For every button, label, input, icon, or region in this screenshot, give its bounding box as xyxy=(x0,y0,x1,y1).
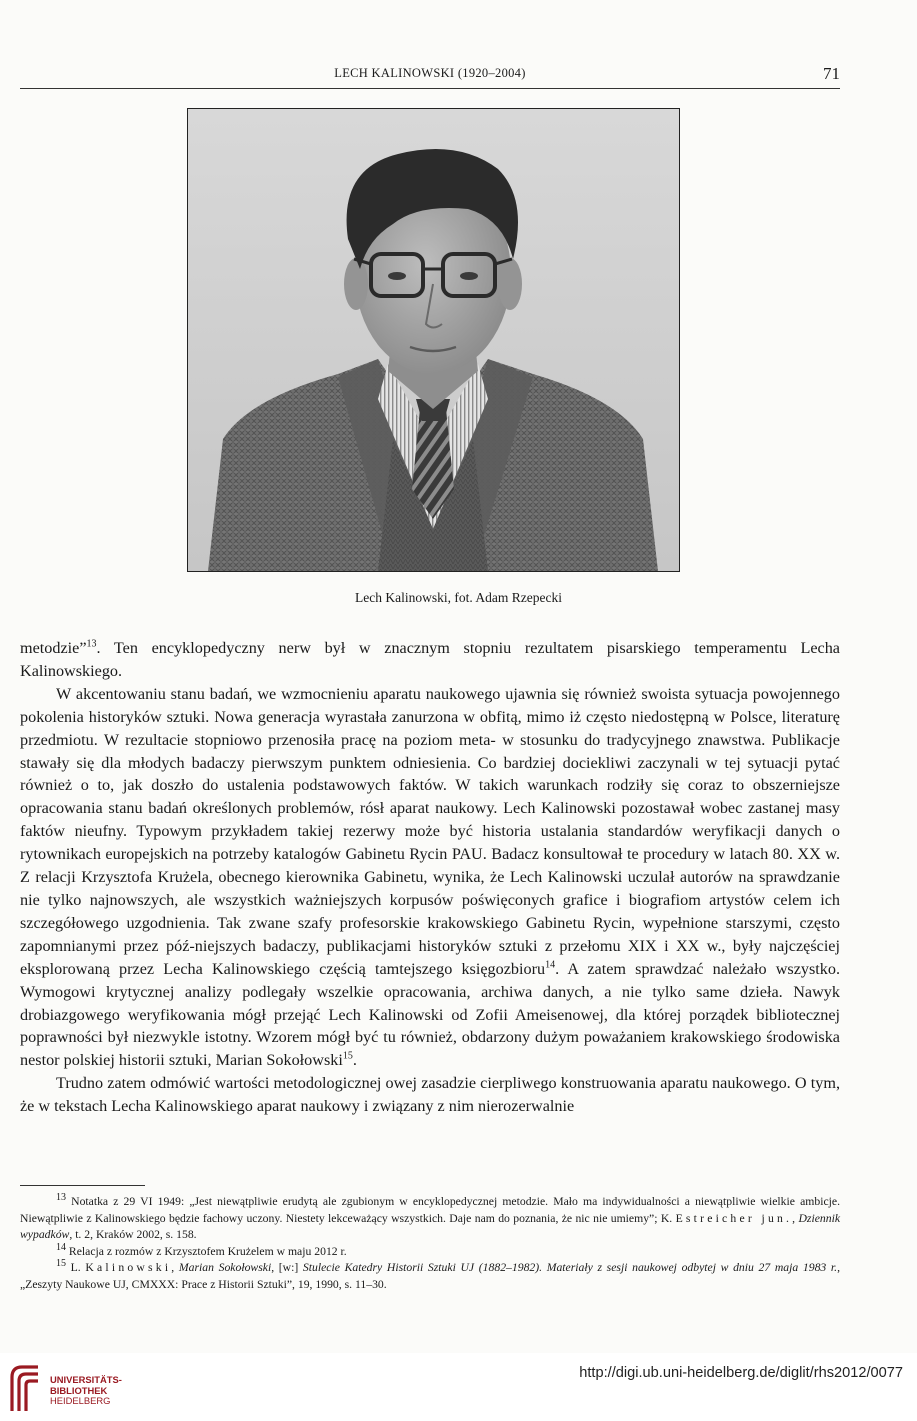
running-title: LECH KALINOWSKI (1920–2004) xyxy=(334,66,526,80)
logo-line-1: UNIVERSITÄTS- xyxy=(50,1374,122,1385)
page-number: 71 xyxy=(823,64,840,83)
logo-line-3: HEIDELBERG xyxy=(50,1395,111,1407)
footnote-text: L. xyxy=(70,1261,86,1275)
footnote-number: 13 xyxy=(56,1192,66,1204)
footer-bar xyxy=(0,1353,917,1421)
footnote-number: 15 xyxy=(56,1258,66,1270)
library-emblem-icon xyxy=(8,1363,42,1413)
footnote-author: Estreicher jun. xyxy=(675,1211,793,1225)
footnote-text: , [w:] xyxy=(271,1261,303,1275)
footnotes xyxy=(20,1194,840,1294)
portrait-illustration xyxy=(188,109,679,571)
running-head xyxy=(20,66,840,89)
paragraph-3: Trudno zatem odmówić wartości metodologicznej owej zasadzie cierpliwego konstruowania aparatu naukowego. O tym, że w tekstach Lecha Kalinowskiego aparat naukowy i związany z nim nierozerwalnie xyxy=(20,1074,840,1116)
footnote-title: Dziennik wypadków xyxy=(20,1211,841,1242)
footnote-13 xyxy=(20,1194,840,1244)
footnote-text: , „Zeszyty Naukowe UJ, CMXXX: Prace z Historii Sztuki”, 19, 1990, s. 11–30. xyxy=(20,1261,841,1291)
footnote-ref-15[interactable]: 15 xyxy=(342,1050,353,1062)
footnote-text: Relacja z rozmów z Krzysztofem Krużelem w maju 2012 r. xyxy=(68,1244,347,1258)
footnote-separator-text: , xyxy=(171,1261,179,1275)
figure-caption: Lech Kalinowski, fot. Adam Rzepecki xyxy=(355,590,562,605)
footnote-title: Marian Sokołowski xyxy=(178,1261,272,1275)
footnote-separator-text: , xyxy=(792,1211,799,1225)
footnote-ref-14[interactable]: 14 xyxy=(545,959,556,971)
text-run: metodzie” xyxy=(20,639,87,657)
footnote-text: , t. 2, Kraków 2002, s. 158. xyxy=(69,1228,197,1242)
body-text xyxy=(20,637,840,1118)
footnote-title: Stulecie Katedry Historii Sztuki UJ (1882–1982). Materiały z sesji naukowej odbytej w dniu 27 maja 1983 r. xyxy=(302,1261,838,1275)
library-logo[interactable] xyxy=(8,1363,138,1415)
text-run: . xyxy=(352,1051,357,1070)
paragraph-2 xyxy=(20,683,840,1072)
footnote-text: Notatka z 29 VI 1949: „Jest niewątpliwie erudytą ale zgubionym w encyklopedycznej metodzie. Mało ma indywidualności a niewątpliwie wielkie ambicje. Niewątpliwie z Kalinowskiego będzie fachowy uczony. Niestety lekceważący wszystkich. Daje nam do poznania, że nic nie umiemy”; K. xyxy=(20,1195,840,1225)
text-run: . Ten encyklopedyczny nerw był w znacznym stopniu rezultatem pisarskiego temperamentu Lecha Kalinowskiego. xyxy=(20,639,840,680)
footnote-15 xyxy=(20,1260,840,1293)
footnote-14 xyxy=(20,1241,840,1261)
portrait-photo xyxy=(187,108,680,572)
footnote-separator xyxy=(20,1185,145,1186)
text-run: W akcentowaniu stanu badań, we wzmocnieniu aparatu naukowego ujawnia się również swoista sytuacja powojennego pokolenia historyków sztuki. Nowa generacja wyrastała zanurzona w obfitą, mimo iż często niedostępną w Polsce, literaturę przedmiotu. W rezultacie stopniowo przenosiła pracę na poziom meta- w stosunku do tradycyjnego znawstwa. Publikacje stawały się dla młodych badaczy pierwszym punktem odniesienia. Co bardziej dociekliwi zaczynali w tej sytuacji pytać również o to, jak doszło do ustalenia podstawowych faktów. W takich warunkach rodziły się coraz to obszerniejsze opracowania stanu badań określonych problemów, rósł aparat naukowy. Lech Kalinowski pozostawał wobec zastanej masy faktów nieufny. Typowym przykładem takiej rezerwy może być historia ustalania standardów weryfikacji danych o rytownikach europejskich na potrzeby katalogów Gabinetu Rycin PAU. Badacz konsultował te procedury w latach 80. XX w. Z relacji Krzysztofa Krużela, obecnego kierownika Gabinetu, wynika, że Lech Kalinowski uczulał autorów na sprawdzanie nie tylko najnowszych, ale wszystkich ważniejszych korpusów poświęconych grafice i biografiom artystów celem ich szczegółowego uzgodnienia. Tak zwane szafy profesorskie krakowskiego Gabinetu Rycin, wypełnione starszymi, często zapomnianymi przez póź-niejszych badaczy, publikacjami historyków sztuki z przełomu XIX i XX w., były najczęściej eksplorowaną przez Lecha Kalinowskiego częścią tamtejszego księgozbioru xyxy=(20,684,840,978)
footnote-author: Kalinowski xyxy=(85,1261,172,1275)
footnote-number: 14 xyxy=(56,1241,66,1253)
logo-text xyxy=(50,1375,122,1407)
paragraph-1 xyxy=(20,637,840,683)
source-url[interactable]: http://digi.ub.uni-heidelberg.de/diglit/rhs2012/0077 xyxy=(579,1365,903,1381)
footnote-ref-13[interactable]: 13 xyxy=(86,638,97,650)
text-run: . A zatem sprawdzać należało wszystko. Wymogowi krytycznej analizy podlegały wszelkie opracowania, archiwa danych, a nie tylko same dzieła. Nawyk drobiazgowego weryfikowania mógł przejąć Lech Kalinowski od Zofii Ameisenowej, dla której porządek bibliotecznej poprawności był niezwykle istotny. Wzorem mógł być tu również, obdarzony dużym poważaniem krakowskiego środowiska nestor polskiej historii sztuki, Marian Sokołowski xyxy=(20,959,841,1070)
logo-line-2: BIBLIOTHEK xyxy=(50,1384,108,1396)
